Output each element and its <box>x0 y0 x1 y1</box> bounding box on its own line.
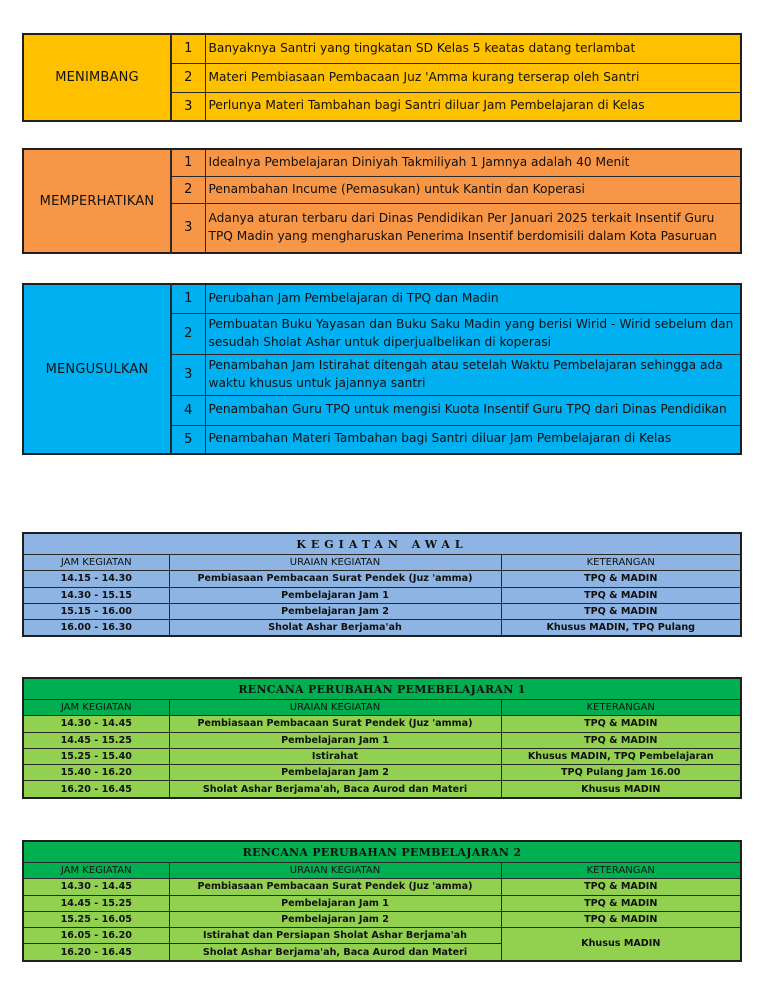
table-row <box>23 587 741 603</box>
note-cell: TPQ & MADIN <box>501 603 741 619</box>
activity-cell: Sholat Ashar Berjama'ah, Baca Aurod dan Materi <box>169 781 501 798</box>
table-row <box>23 716 741 732</box>
item-text: Materi Pembiasaan Pembacaan Juz 'Amma kurang terserap oleh Santri <box>205 63 741 92</box>
table-row <box>23 765 741 781</box>
activity-cell: Pembiasaan Pembacaan Surat Pendek (Juz 'amma) <box>169 716 501 732</box>
activity-cell: Pembiasaan Pembacaan Surat Pendek (Juz 'amma) <box>169 879 501 895</box>
item-text: Perlunya Materi Tambahan bagi Santri diluar Jam Pembelajaran di Kelas <box>205 92 741 121</box>
schedule-title: RENCANA PERUBAHAN PEMEBELAJARAN 1 <box>23 678 741 700</box>
activity-cell: Pembiasaan Pembacaan Surat Pendek (Juz 'amma) <box>169 571 501 587</box>
table-row <box>23 732 741 748</box>
note-cell: TPQ Pulang Jam 16.00 <box>501 765 741 781</box>
activity-cell: Pembelajaran Jam 2 <box>169 765 501 781</box>
schedule-title: RENCANA PERUBAHAN PEMBELAJARAN 2 <box>23 841 741 863</box>
item-number: 1 <box>171 284 205 313</box>
activity-cell: Pembelajaran Jam 1 <box>169 587 501 603</box>
schedule-rencana-1 <box>22 677 742 799</box>
item-text: Banyaknya Santri yang tingkatan SD Kelas 5 keatas datang terlambat <box>205 34 741 63</box>
note-cell: TPQ & MADIN <box>501 895 741 911</box>
activity-cell: Pembelajaran Jam 2 <box>169 603 501 619</box>
table-row <box>23 748 741 764</box>
item-text: Idealnya Pembelajaran Diniyah Takmiliyah 1 Jamnya adalah 40 Menit <box>205 149 741 176</box>
schedule-title: KEGIATAN AWAL <box>23 533 741 555</box>
item-number: 2 <box>171 63 205 92</box>
item-number: 1 <box>171 34 205 63</box>
activity-cell: Istirahat dan Persiapan Sholat Ashar Berjama'ah <box>169 928 501 944</box>
item-text: Penambahan Materi Tambahan bagi Santri diluar Jam Pembelajaran di Kelas <box>205 425 741 454</box>
table-row <box>23 620 741 637</box>
item-number: 3 <box>171 92 205 121</box>
note-cell: Khusus MADIN, TPQ Pulang <box>501 620 741 637</box>
item-number: 3 <box>171 203 205 253</box>
item-number: 4 <box>171 395 205 425</box>
table-row <box>23 603 741 619</box>
activity-cell: Sholat Ashar Berjama'ah, Baca Aurod dan Materi <box>169 944 501 961</box>
item-number: 1 <box>171 149 205 176</box>
menimbang-table <box>22 33 742 122</box>
column-header: URAIAN KEGIATAN <box>169 700 501 716</box>
activity-cell: Sholat Ashar Berjama'ah <box>169 620 501 637</box>
note-cell: TPQ & MADIN <box>501 587 741 603</box>
time-cell: 15.25 - 16.05 <box>23 911 169 927</box>
table-row <box>23 781 741 798</box>
note-cell: TPQ & MADIN <box>501 732 741 748</box>
memperhatikan-table <box>22 148 742 254</box>
table-row <box>23 928 741 944</box>
time-cell: 16.20 - 16.45 <box>23 781 169 798</box>
item-number: 3 <box>171 354 205 395</box>
table-row <box>23 911 741 927</box>
time-cell: 14.45 - 15.25 <box>23 732 169 748</box>
table-row <box>23 895 741 911</box>
mengusulkan-label: MENGUSULKAN <box>23 284 171 454</box>
time-cell: 15.25 - 15.40 <box>23 748 169 764</box>
time-cell: 15.15 - 16.00 <box>23 603 169 619</box>
menimbang-label: MENIMBANG <box>23 34 171 121</box>
table-row <box>23 571 741 587</box>
column-header: URAIAN KEGIATAN <box>169 863 501 879</box>
schedule-kegiatan-awal <box>22 532 742 637</box>
activity-cell: Pembelajaran Jam 1 <box>169 895 501 911</box>
item-text: Pembuatan Buku Yayasan dan Buku Saku Madin yang berisi Wirid - Wirid sebelum dan sesudah Sholat Ashar untuk diperjualbelikan di koperasi <box>205 313 741 354</box>
time-cell: 14.30 - 14.45 <box>23 879 169 895</box>
activity-cell: Pembelajaran Jam 1 <box>169 732 501 748</box>
item-number: 2 <box>171 176 205 203</box>
column-header: KETERANGAN <box>501 863 741 879</box>
item-text: Penambahan Guru TPQ untuk mengisi Kuota Insentif Guru TPQ dari Dinas Pendidikan <box>205 395 741 425</box>
activity-cell: Pembelajaran Jam 2 <box>169 911 501 927</box>
column-header: KETERANGAN <box>501 555 741 571</box>
note-cell: TPQ & MADIN <box>501 911 741 927</box>
column-header: URAIAN KEGIATAN <box>169 555 501 571</box>
time-cell: 14.30 - 15.15 <box>23 587 169 603</box>
schedule-rencana-2 <box>22 840 742 962</box>
note-cell: TPQ & MADIN <box>501 716 741 732</box>
item-number: 5 <box>171 425 205 454</box>
note-cell: TPQ & MADIN <box>501 571 741 587</box>
column-header: JAM KEGIATAN <box>23 700 169 716</box>
note-cell: Khusus MADIN, TPQ Pembelajaran <box>501 748 741 764</box>
item-text: Penambahan Jam Istirahat ditengah atau setelah Waktu Pembelajaran sehingga ada waktu khusus untuk jajannya santri <box>205 354 741 395</box>
time-cell: 14.45 - 15.25 <box>23 895 169 911</box>
mengusulkan-table <box>22 283 742 455</box>
memperhatikan-label: MEMPERHATIKAN <box>23 149 171 253</box>
column-header: JAM KEGIATAN <box>23 863 169 879</box>
time-cell: 15.40 - 16.20 <box>23 765 169 781</box>
note-cell: Khusus MADIN <box>501 781 741 798</box>
table-row <box>23 879 741 895</box>
item-number: 2 <box>171 313 205 354</box>
time-cell: 16.05 - 16.20 <box>23 928 169 944</box>
time-cell: 16.00 - 16.30 <box>23 620 169 637</box>
item-text: Adanya aturan terbaru dari Dinas Pendidikan Per Januari 2025 terkait Insentif Guru TPQ Madin yang mengharuskan Penerima Insentif berdomisili dalam Kota Pasuruan <box>205 203 741 253</box>
item-text: Penambahan Incume (Pemasukan) untuk Kantin dan Koperasi <box>205 176 741 203</box>
column-header: KETERANGAN <box>501 700 741 716</box>
item-text: Perubahan Jam Pembelajaran di TPQ dan Madin <box>205 284 741 313</box>
time-cell: 14.15 - 14.30 <box>23 571 169 587</box>
time-cell: 16.20 - 16.45 <box>23 944 169 961</box>
note-cell: TPQ & MADIN <box>501 879 741 895</box>
note-cell-merged: Khusus MADIN <box>501 928 741 961</box>
column-header: JAM KEGIATAN <box>23 555 169 571</box>
activity-cell: Istirahat <box>169 748 501 764</box>
time-cell: 14.30 - 14.45 <box>23 716 169 732</box>
